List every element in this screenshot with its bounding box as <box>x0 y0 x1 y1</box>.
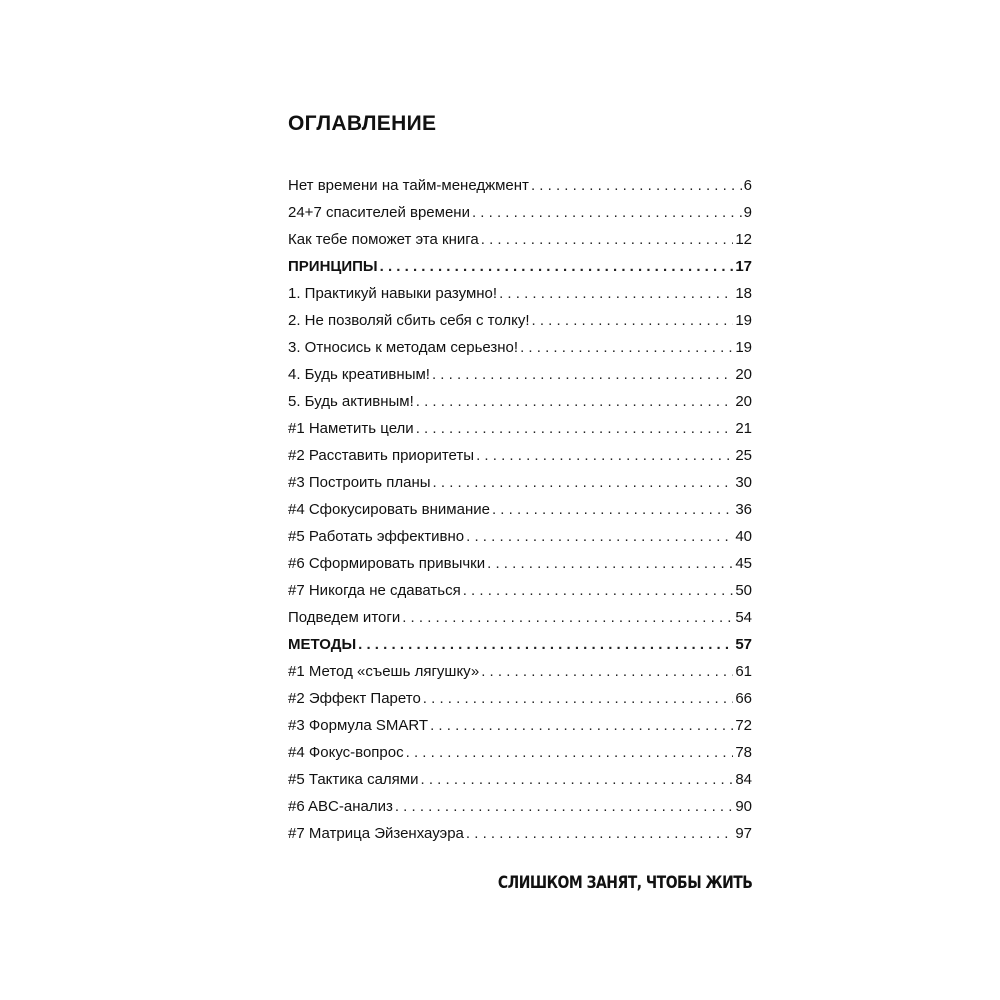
toc-dot-leader <box>476 442 733 469</box>
toc-entry-row[interactable] <box>288 172 752 199</box>
toc-entry-row[interactable] <box>288 442 752 469</box>
toc-entry-title: 4. Будь креативным! <box>288 366 430 383</box>
toc-page-number: 9 <box>743 204 752 221</box>
toc-page-number: 61 <box>735 663 752 680</box>
toc-entry-title: #5 Работать эффективно <box>288 528 465 545</box>
toc-entry-title: МЕТОДЫ <box>288 636 357 653</box>
toc-dot-leader <box>395 793 733 820</box>
toc-page-number: 25 <box>735 447 752 464</box>
toc-entry-row[interactable] <box>288 415 752 442</box>
toc-entry-row[interactable] <box>288 766 752 793</box>
toc-entry-row[interactable] <box>288 739 752 766</box>
toc-entry-title: 5. Будь активным! <box>288 393 414 410</box>
toc-page-number: 20 <box>735 366 752 383</box>
toc-dot-leader <box>481 658 733 685</box>
toc-entry-row[interactable] <box>288 280 752 307</box>
toc-entry-row[interactable] <box>288 469 752 496</box>
toc-page-number: 18 <box>735 285 752 302</box>
toc-page-number: 72 <box>735 717 752 734</box>
toc-dot-leader <box>492 496 733 523</box>
toc-page-number: 36 <box>735 501 752 518</box>
toc-entry-title: #4 Фокус-вопрос <box>288 744 404 761</box>
toc-entry-title: #4 Сфокусировать внимание <box>288 501 490 518</box>
toc-entry-row[interactable] <box>288 523 752 550</box>
toc-entry-title: Нет времени на тайм-менеджмент <box>288 177 529 194</box>
toc-page-number: 57 <box>735 636 752 653</box>
toc-dot-leader <box>432 361 733 388</box>
toc-section-row[interactable] <box>288 253 752 280</box>
toc-page-number: 20 <box>735 393 752 410</box>
toc-dot-leader <box>499 280 733 307</box>
toc-page-number: 6 <box>743 177 752 194</box>
toc-page-number: 19 <box>735 312 752 329</box>
toc-page-number: 17 <box>735 258 752 275</box>
toc-dot-leader <box>406 739 734 766</box>
toc-entry-row[interactable] <box>288 577 752 604</box>
toc-entry-row[interactable] <box>288 793 752 820</box>
toc-entry-title: #3 Формула SMART <box>288 717 429 734</box>
toc-dot-leader <box>466 820 733 847</box>
toc-entry-row[interactable] <box>288 550 752 577</box>
toc-entry-row[interactable] <box>288 712 752 739</box>
toc-entry-row[interactable] <box>288 226 752 253</box>
toc-page-number: 30 <box>735 474 752 491</box>
toc-entry-row[interactable] <box>288 307 752 334</box>
toc-page-number: 84 <box>735 771 752 788</box>
toc-entry-row[interactable] <box>288 658 752 685</box>
toc-dot-leader <box>472 199 742 226</box>
toc-dot-leader <box>487 550 733 577</box>
page-title: ОГЛАВЛЕНИЕ <box>288 112 437 135</box>
toc-entry-title: #2 Эффект Парето <box>288 690 421 707</box>
toc-dot-leader <box>532 307 734 334</box>
toc-entry-row[interactable] <box>288 361 752 388</box>
toc-entry-row[interactable] <box>288 685 752 712</box>
toc-entry-title: #2 Расставить приоритеты <box>288 447 475 464</box>
toc-entry-title: #7 Никогда не сдаваться <box>288 582 461 599</box>
toc-entry-row[interactable] <box>288 388 752 415</box>
toc-entry-row[interactable] <box>288 820 752 847</box>
toc-page-number: 40 <box>735 528 752 545</box>
toc-entry-title: ПРИНЦИПЫ <box>288 258 378 275</box>
toc-section-row[interactable] <box>288 631 752 658</box>
toc-page-number: 97 <box>735 825 752 842</box>
toc-entry-row[interactable] <box>288 496 752 523</box>
toc-dot-leader <box>358 631 733 658</box>
toc-page-number: 54 <box>735 609 752 626</box>
toc-page-number: 66 <box>735 690 752 707</box>
toc-dot-leader <box>466 523 733 550</box>
toc-entry-title: #1 Наметить цели <box>288 420 414 437</box>
table-of-contents <box>288 172 752 847</box>
toc-entry-title: #6 Сформировать привычки <box>288 555 486 572</box>
toc-entry-title: Подведем итоги <box>288 609 401 626</box>
toc-entry-title: 2. Не позволяй сбить себя с толку! <box>288 312 530 329</box>
toc-entry-title: #5 Тактика салями <box>288 771 419 788</box>
toc-dot-leader <box>520 334 733 361</box>
toc-entry-row[interactable] <box>288 334 752 361</box>
toc-entry-title: #3 Построить планы <box>288 474 431 491</box>
toc-dot-leader <box>433 469 734 496</box>
toc-page-number: 50 <box>735 582 752 599</box>
toc-page-number: 12 <box>735 231 752 248</box>
toc-page-number: 78 <box>735 744 752 761</box>
toc-dot-leader <box>416 388 734 415</box>
toc-dot-leader <box>481 226 734 253</box>
toc-entry-title: Как тебе поможет эта книга <box>288 231 479 248</box>
toc-dot-leader <box>463 577 734 604</box>
toc-entry-title: 3. Относись к методам серьезно! <box>288 339 519 356</box>
toc-entry-row[interactable] <box>288 604 752 631</box>
toc-page-number: 21 <box>735 420 752 437</box>
toc-dot-leader <box>380 253 734 280</box>
toc-dot-leader <box>423 685 734 712</box>
toc-page-number: 90 <box>735 798 752 815</box>
toc-entry-title: #1 Метод «съешь лягушку» <box>288 663 480 680</box>
toc-dot-leader <box>420 766 733 793</box>
toc-entry-row[interactable] <box>288 199 752 226</box>
toc-page-number: 19 <box>735 339 752 356</box>
toc-entry-title: #7 Матрица Эйзенхауэра <box>288 825 464 842</box>
toc-dot-leader <box>402 604 733 631</box>
toc-entry-title: 1. Практикуй навыки разумно! <box>288 285 498 302</box>
running-footer: СЛИШКОМ ЗАНЯТ, ЧТОБЫ ЖИТЬ <box>497 873 752 893</box>
toc-dot-leader <box>531 172 742 199</box>
toc-entry-title: 24+7 спасителей времени <box>288 204 470 221</box>
toc-dot-leader <box>416 415 734 442</box>
toc-dot-leader <box>430 712 733 739</box>
toc-entry-title: #6 ABC-анализ <box>288 798 393 815</box>
toc-page-number: 45 <box>735 555 752 572</box>
